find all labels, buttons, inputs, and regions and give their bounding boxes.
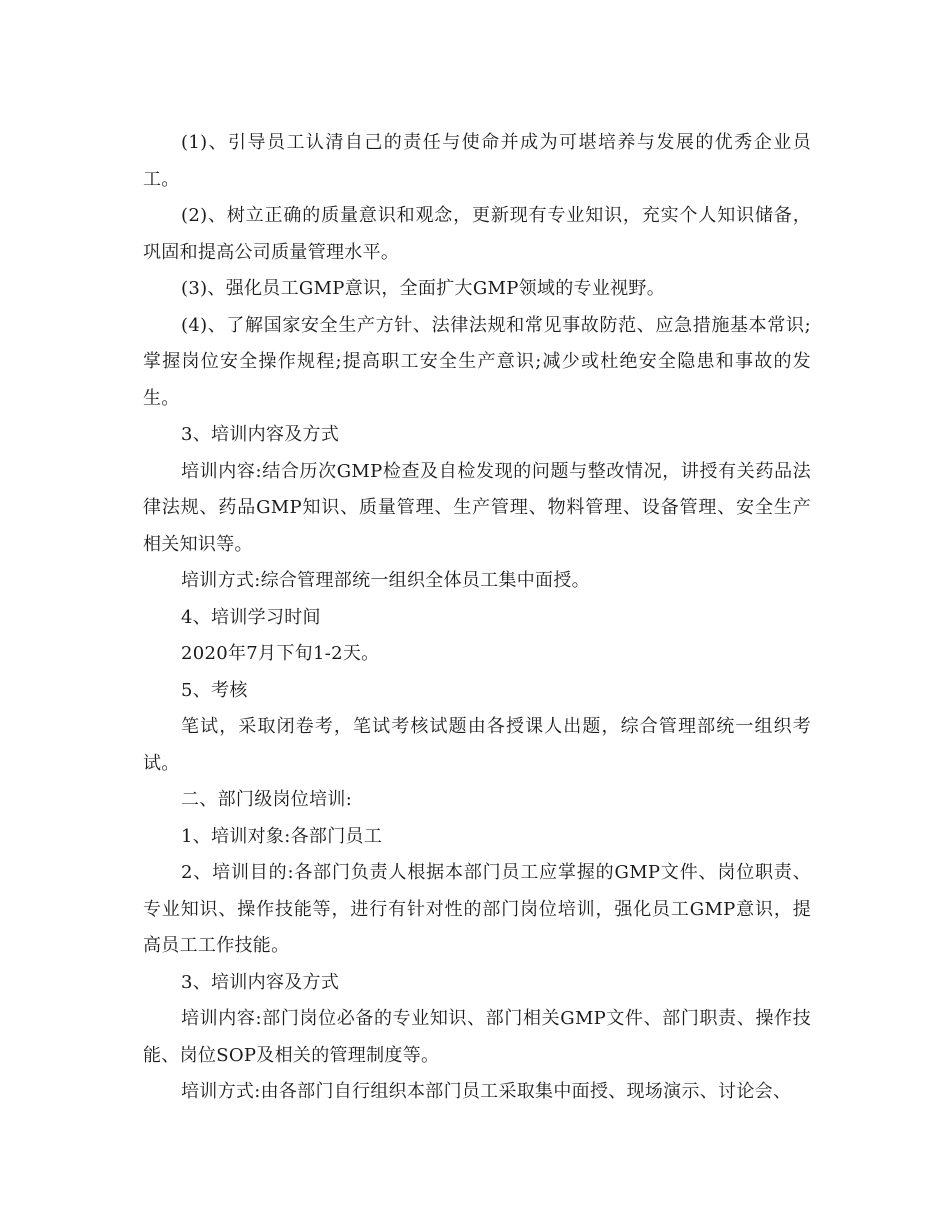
heading-assessment: 5、考核 bbox=[181, 679, 248, 701]
heading-training-time: 4、培训学习时间 bbox=[181, 606, 321, 628]
document-body bbox=[143, 125, 811, 1111]
paragraph-training-target: 1、培训对象:各部门员工 bbox=[181, 825, 383, 847]
paragraph-objective-1: (1)、引导员工认清自己的责任与使命并成为可堪培养与发展的优秀企业员工。 bbox=[143, 132, 811, 190]
heading-dept-content-method: 3、培训内容及方式 bbox=[181, 971, 340, 993]
paragraph-training-content: 培训内容:结合历次GMP检查及自检发现的问题与整改情况，讲授有关药品法律法规、药品GMP知识、质量管理、生产管理、物料管理、设备管理、安全生产相关知识等。 bbox=[143, 460, 811, 555]
paragraph-training-method: 培训方式:综合管理部统一组织全体员工集中面授。 bbox=[181, 570, 590, 591]
paragraph-objective-4: (4)、了解国家安全生产方针、法律法规和常见事故防范、应急措施基本常识;掌握岗位安全操作规程;提高职工安全生产意识;减少或杜绝安全隐患和事故的发生。 bbox=[143, 314, 811, 409]
paragraph-training-time: 2020年7月下旬1-2天。 bbox=[181, 643, 380, 664]
paragraph-training-purpose: 2、培训目的:各部门负责人根据本部门员工应掌握的GMP文件、岗位职责、专业知识、操作技能等，进行有针对性的部门岗位培训，强化员工GMP意识，提高员工工作技能。 bbox=[143, 862, 811, 956]
paragraph-dept-training-method: 培训方式:由各部门自行组织本部门员工采取集中面授、现场演示、讨论会、 bbox=[181, 1081, 792, 1102]
heading-training-content-method: 3、培训内容及方式 bbox=[181, 424, 340, 445]
paragraph-objective-3: (3)、强化员工GMP意识，全面扩大GMP领域的专业视野。 bbox=[181, 278, 666, 299]
heading-department-training: 二、部门级岗位培训: bbox=[181, 789, 353, 810]
paragraph-objective-2: (2)、树立正确的质量意识和观念，更新现有专业知识，充实个人知识储备，巩固和提高公司质量管理水平。 bbox=[143, 205, 811, 263]
paragraph-assessment: 笔试，采取闭卷考，笔试考核试题由各授课人出题，综合管理部统一组织考试。 bbox=[143, 716, 811, 774]
paragraph-dept-training-content: 培训内容:部门岗位必备的专业知识、部门相关GMP文件、部门职责、操作技能、岗位SOP及相关的管理制度等。 bbox=[143, 1008, 811, 1066]
